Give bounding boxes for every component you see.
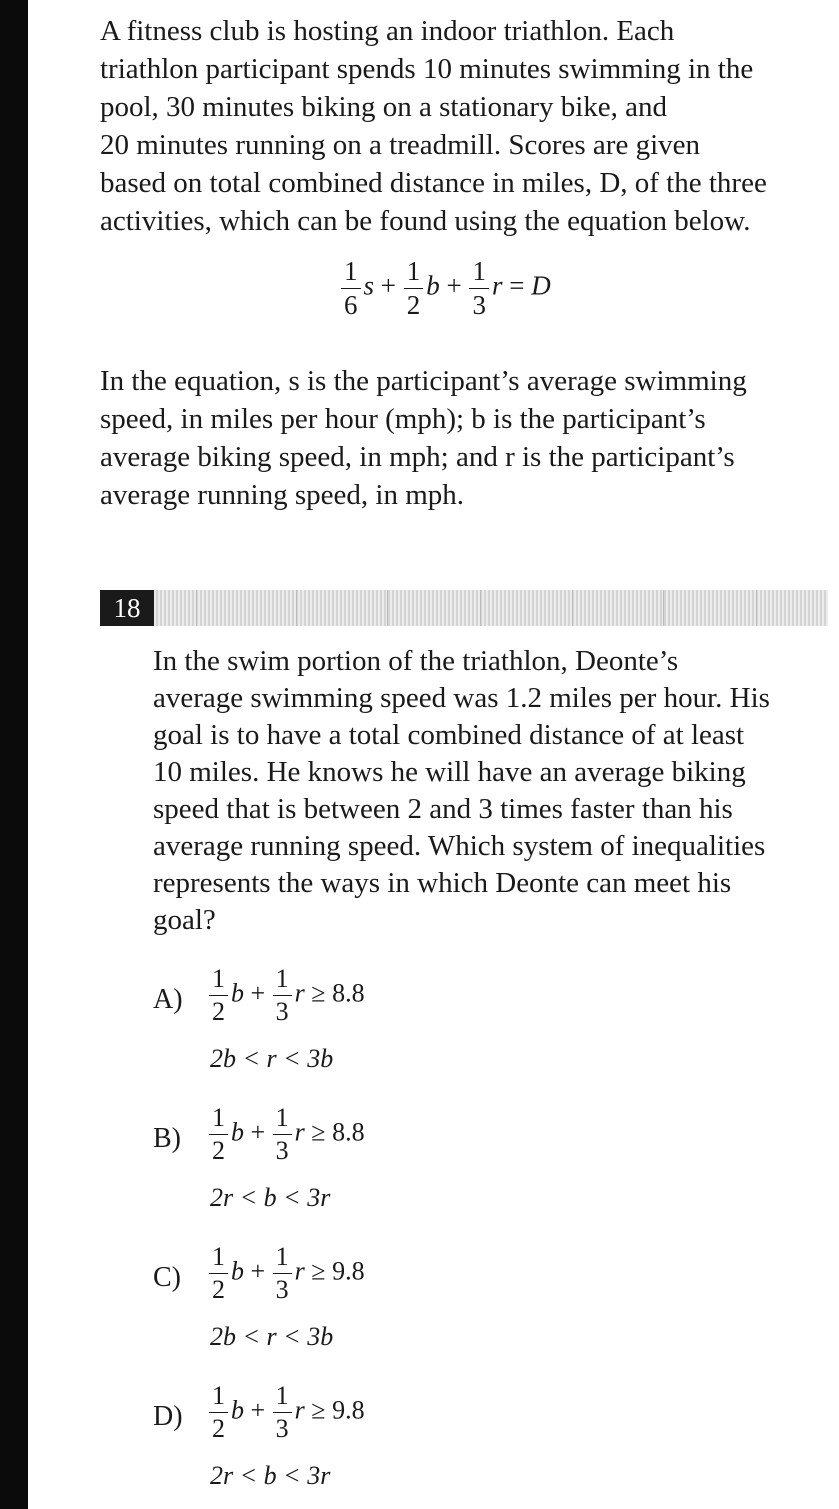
choice-inequality: $\frac{1}{2}$ b + $\frac{1}{3}$ r ≥ 9.8: [208, 1244, 365, 1303]
left-border-bar: [0, 0, 28, 1509]
fraction-one-half: $\frac{1}{2}$: [404, 258, 424, 319]
question-line: average running speed. Which system of inequalities: [153, 830, 766, 862]
fraction-one-third: $\frac{1}{3}$: [469, 258, 489, 319]
choice-letter: D): [153, 1401, 183, 1432]
var-b: b: [426, 270, 440, 301]
choice-constraint: 2r < b < 3r: [210, 1183, 331, 1212]
explanation-line: speed, in miles per hour (mph); b is the participant’s: [100, 403, 706, 435]
question-stem: [153, 643, 833, 939]
intro-line: 20 minutes running on a treadmill. Scores are given: [100, 129, 700, 161]
question-line: represents the ways in which Deonte can meet his: [153, 867, 732, 899]
explanation-line: average running speed, in mph.: [100, 479, 465, 511]
choice-inequality: $\frac{1}{2}$ b + $\frac{1}{3}$ r ≥ 9.8: [208, 1383, 365, 1442]
explanation-line: average biking speed, in mph; and r is the participant’s: [100, 441, 735, 473]
question-header-bar: [100, 590, 828, 626]
choice-constraint: 2b < r < 3b: [210, 1044, 334, 1073]
question-line: 10 miles. He knows he will have an average biking: [153, 756, 746, 788]
var-r: r: [491, 270, 503, 301]
question-line: average swimming speed was 1.2 miles per hour. His: [153, 682, 770, 714]
passage-intro: [100, 12, 835, 240]
choice-letter: C): [153, 1262, 181, 1293]
choice-constraint: 2r < b < 3r: [210, 1461, 331, 1490]
var-s: s: [363, 270, 375, 301]
choice-letter: A): [153, 984, 183, 1015]
choice-inequality: $\frac{1}{2}$ b + $\frac{1}{3}$ r ≥ 8.8: [208, 1105, 365, 1164]
passage-explanation: [100, 362, 835, 514]
intro-line: triathlon participant spends 10 minutes swimming in the: [100, 53, 754, 85]
question-line: goal is to have a total combined distance of at least: [153, 719, 745, 751]
explanation-line: In the equation, s is the participant’s average swimming: [100, 365, 747, 397]
intro-line: based on total combined distance in miles, D, of the three: [100, 167, 767, 199]
intro-line: activities, which can be found using the equation below.: [100, 205, 751, 237]
var-D: D: [531, 270, 551, 301]
choice-constraint: 2b < r < 3b: [210, 1322, 334, 1351]
choice-letter: B): [153, 1123, 181, 1154]
fraction-one-sixth: $\frac{1}{6}$: [341, 258, 361, 319]
intro-line: A fitness club is hosting an indoor triathlon. Each: [100, 15, 675, 47]
question-number: 18: [100, 590, 154, 626]
intro-line: pool, 30 minutes biking on a stationary bike, and: [100, 91, 668, 123]
question-line: In the swim portion of the triathlon, Deonte’s: [153, 645, 679, 677]
question-line: goal?: [153, 904, 216, 936]
distance-equation: $\frac{1}{6}$ s + $\frac{1}{2}$ b + $\frac{1}{3}$ r = D: [340, 258, 551, 319]
choice-inequality: $\frac{1}{2}$ b + $\frac{1}{3}$ r ≥ 8.8: [208, 966, 365, 1025]
question-line: speed that is between 2 and 3 times faster than his: [153, 793, 733, 825]
